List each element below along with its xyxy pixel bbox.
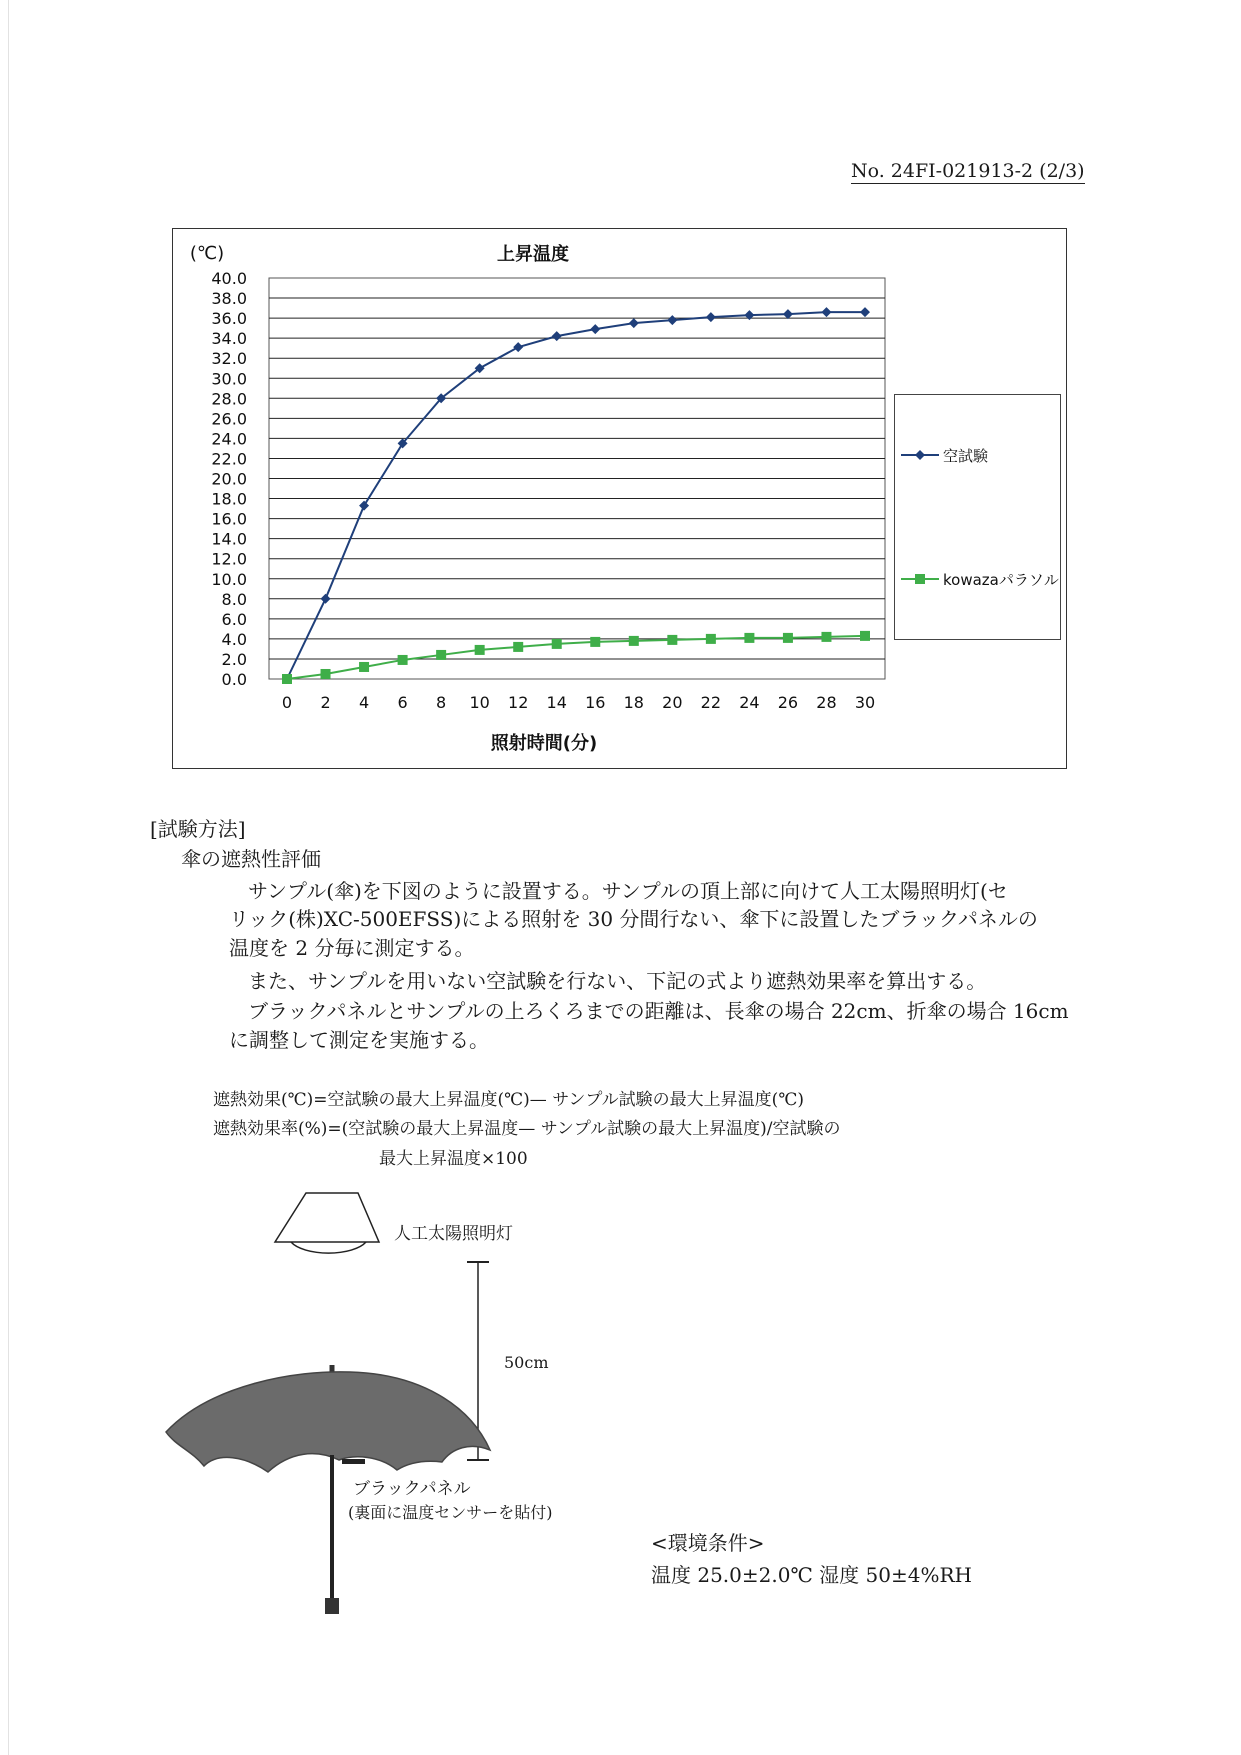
y-tick-label: 14.0 bbox=[211, 529, 247, 549]
y-tick-label: 6.0 bbox=[221, 609, 247, 629]
environment-title: <環境条件> bbox=[651, 1531, 765, 1555]
y-tick-label: 26.0 bbox=[211, 409, 247, 429]
x-tick-label: 16 bbox=[585, 693, 606, 712]
document-number: No. 24FI-021913-2 (2/3) bbox=[851, 160, 1085, 182]
chart-title: 上昇温度 bbox=[497, 244, 569, 265]
formula-heat-shield-rate-cont: 最大上昇温度×100 bbox=[379, 1149, 528, 1169]
y-tick-label: 28.0 bbox=[211, 389, 247, 409]
method-subtitle: 傘の遮熱性評価 bbox=[181, 847, 321, 871]
method-paragraph-2: リック(株)XC-500EFSS)による照射を 30 分間行ない、傘下に設置したブラックパネルの bbox=[229, 907, 1038, 931]
method-section-title: [試験方法] bbox=[150, 817, 246, 841]
x-tick-label: 2 bbox=[320, 693, 331, 712]
y-tick-label: 40.0 bbox=[211, 269, 247, 288]
y-tick-label: 32.0 bbox=[211, 349, 247, 369]
x-tick-label: 20 bbox=[662, 693, 683, 712]
x-tick-label: 0 bbox=[281, 693, 293, 712]
y-tick-label: 34.0 bbox=[211, 329, 247, 349]
y-axis-label: (℃) bbox=[189, 243, 225, 264]
method-paragraph-6: に調整して測定を実施する。 bbox=[229, 1028, 489, 1052]
method-paragraph-3: 温度を 2 分毎に測定する。 bbox=[229, 936, 475, 960]
lamp-icon bbox=[275, 1193, 379, 1253]
x-tick-label: 6 bbox=[397, 693, 408, 712]
environment-values: 温度 25.0±2.0℃ 湿度 50±4%RH bbox=[651, 1563, 972, 1587]
y-tick-label: 22.0 bbox=[211, 449, 247, 469]
x-tick-label: 28 bbox=[816, 693, 837, 712]
distance-label: 50cm bbox=[504, 1353, 549, 1372]
x-tick-label: 18 bbox=[623, 693, 644, 712]
y-tick-label: 8.0 bbox=[221, 589, 247, 609]
lamp-label: 人工太陽照明灯 bbox=[394, 1224, 513, 1244]
method-paragraph-4: また、サンプルを用いない空試験を行ない、下記の式より遮熱効果率を算出する。 bbox=[248, 969, 987, 993]
legend-label-1: 空試験 bbox=[943, 447, 989, 465]
black-panel bbox=[342, 1459, 365, 1464]
y-tick-label: 4.0 bbox=[221, 629, 247, 649]
y-tick-label: 30.0 bbox=[211, 369, 247, 389]
x-tick-label: 4 bbox=[358, 693, 370, 712]
y-tick-label: 20.0 bbox=[211, 469, 247, 489]
y-tick-label: 2.0 bbox=[221, 649, 247, 669]
black-panel-label: ブラックパネル bbox=[353, 1479, 471, 1499]
y-tick-label: 24.0 bbox=[211, 429, 247, 449]
y-tick-label: 0.0 bbox=[221, 670, 247, 689]
black-panel-note: (裏面に温度センサーを貼付) bbox=[348, 1503, 553, 1522]
y-tick-label: 10.0 bbox=[211, 569, 247, 589]
x-tick-label: 26 bbox=[777, 693, 799, 712]
y-tick-label: 12.0 bbox=[211, 549, 247, 569]
y-tick-label: 18.0 bbox=[211, 489, 247, 509]
y-tick-label: 36.0 bbox=[211, 309, 247, 329]
method-paragraph-1: サンプル(傘)を下図のように設置する。サンプルの頂上部に向けて人工太陽照明灯(セ bbox=[248, 879, 1008, 903]
method-paragraph-5: ブラックパネルとサンプルの上ろくろまでの距離は、長傘の場合 22cm、折傘の場合 16cm bbox=[248, 999, 1069, 1023]
y-tick-label: 38.0 bbox=[211, 289, 247, 309]
x-tick-label: 30 bbox=[854, 693, 876, 712]
x-axis-label: 照射時間(分) bbox=[490, 733, 598, 754]
x-tick-label: 10 bbox=[469, 693, 490, 712]
formula-heat-shield-rate: 遮熱効果率(%)=(空試験の最大上昇温度— サンプル試験の最大上昇温度)/空試験の bbox=[213, 1119, 841, 1139]
formula-heat-shield-effect: 遮熱効果(℃)=空試験の最大上昇温度(℃)— サンプル試験の最大上昇温度(℃) bbox=[213, 1090, 804, 1110]
x-tick-label: 12 bbox=[508, 693, 529, 712]
y-tick-label: 16.0 bbox=[211, 509, 247, 529]
x-tick-label: 14 bbox=[546, 693, 567, 712]
x-tick-label: 22 bbox=[700, 693, 722, 712]
legend-label-2: kowazaパラソル bbox=[943, 571, 1059, 589]
x-tick-label: 8 bbox=[436, 693, 447, 712]
x-tick-label: 24 bbox=[739, 693, 760, 712]
